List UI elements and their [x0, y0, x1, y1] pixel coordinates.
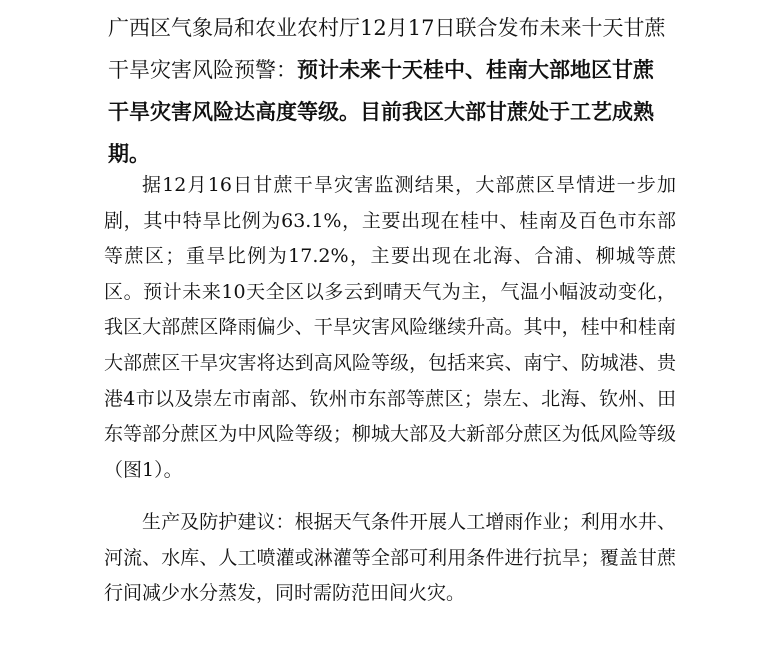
headline-emphasis-text: 预计未来十天桂中、桂南大部地区甘蔗干旱灾害风险达高度等级。目前我区大部甘蔗处于工艺成熟期。: [108, 57, 654, 166]
body-paragraph-monitoring: 据12月16日甘蔗干旱灾害监测结果，大部蔗区旱情进一步加剧，其中特旱比例为63.1%，主要出现在桂中、桂南及百色市东部等蔗区；重旱比例为17.2%，主要出现在北海、合浦、柳城等蔗区。预计未来10天全区以多云到晴天气为主，气温小幅波动变化，我区大部蔗区降雨偏少、干旱灾害风险继续升高。其中，桂中和桂南大部蔗区干旱灾害将达到高风险等级，包括来宾、南宁、防城港、贵港4市以及崇左市南部、钦州市东部等蔗区；崇左、北海、钦州、田东等部分蔗区为中风险等级；柳城大部及大新部分蔗区为低风险等级（图1）。: [104, 174, 676, 481]
headline-paragraph: [108, 8, 668, 175]
body-paragraph-advice: 生产及防护建议：根据天气条件开展人工增雨作业；利用水井、河流、水库、人工喷灌或淋灌等全部可利用条件进行抗旱；覆盖甘蔗行间减少水分蒸发，同时需防范田间火灾。: [104, 511, 676, 605]
headline-lead-text: 广西区气象局和农业农村厅12月17日联合发布未来十天甘蔗干旱灾害风险预警：: [108, 16, 666, 82]
